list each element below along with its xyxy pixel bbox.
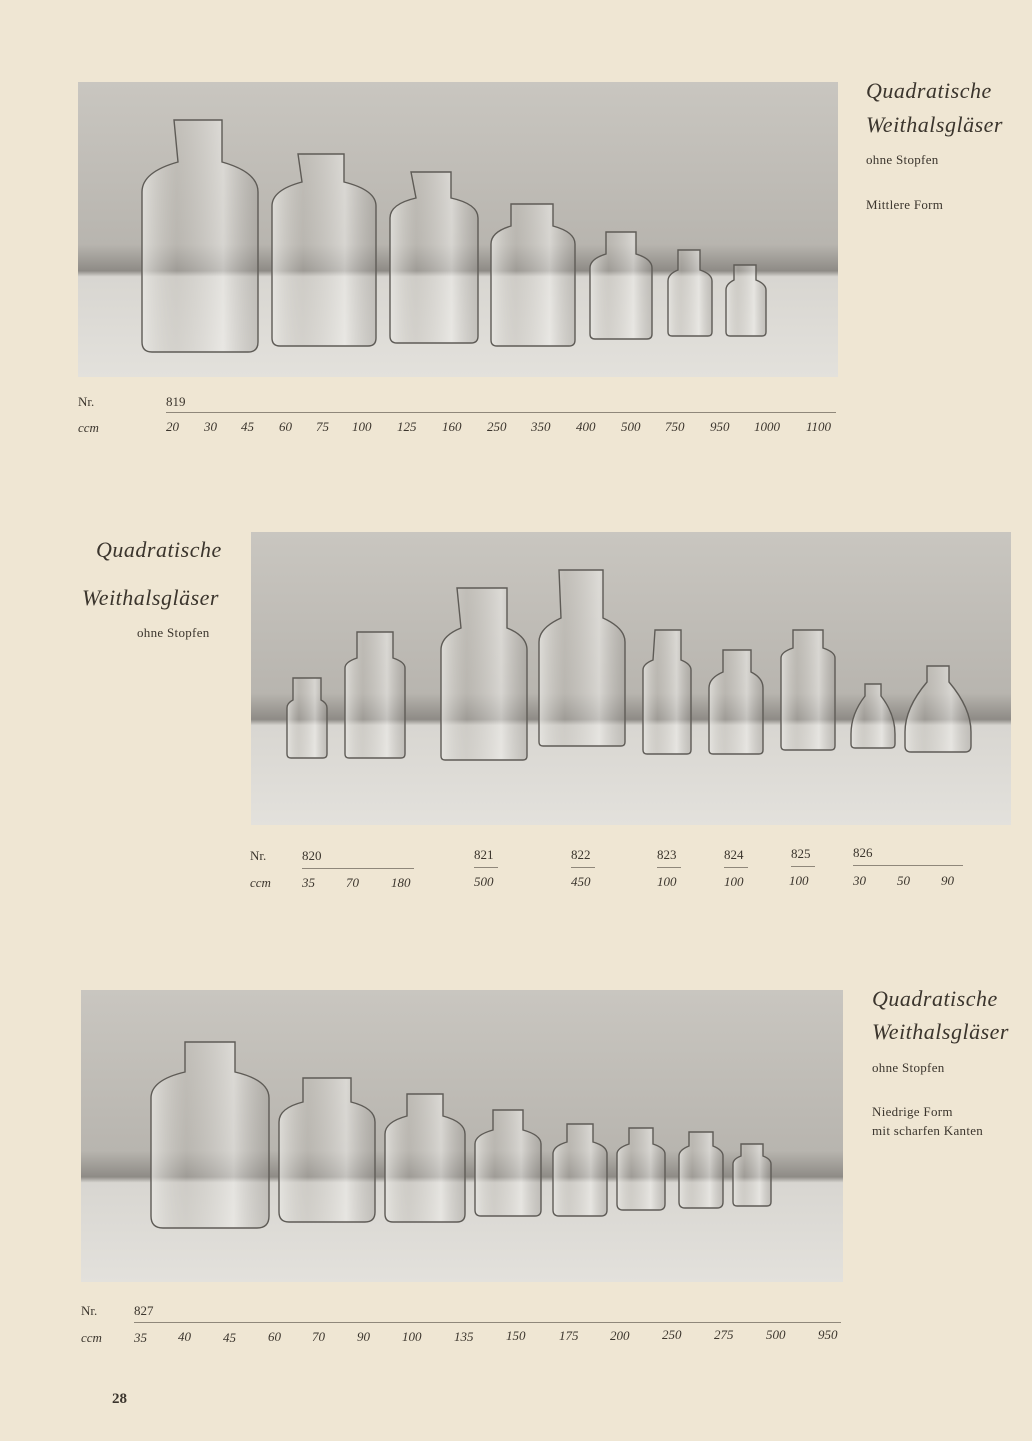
capacity-value: 45: [223, 1330, 236, 1345]
capacity-value: 75: [316, 419, 329, 434]
capacity-value: 90: [357, 1329, 370, 1344]
section1-number: 819: [166, 394, 186, 409]
capacity-value: 1100: [806, 419, 832, 434]
section3-form-note-line1: Niedrige Form: [872, 1104, 953, 1119]
capacity-value: 50: [897, 873, 910, 888]
section1-subtitle: ohne Stopfen: [866, 152, 939, 167]
section3-nr-label: Nr.: [81, 1303, 98, 1318]
photo-827-bottles: [81, 990, 843, 1282]
capacity-value: 30: [853, 873, 866, 888]
section2-title-line1: Quadratische: [96, 537, 222, 562]
capacity-value: 40: [178, 1329, 191, 1344]
capacity-value: 90: [941, 873, 954, 888]
section3-divider: [134, 1322, 841, 1323]
item-number: 825: [791, 846, 811, 861]
page-number: 28: [112, 1391, 127, 1407]
divider-822: [571, 867, 595, 868]
section2-title-line2: Weithalsgläser: [82, 585, 219, 610]
bottle-illustration: [78, 82, 838, 377]
capacity-value: 200: [610, 1328, 630, 1343]
divider-825: [791, 866, 815, 867]
bottle-illustration: [251, 532, 1011, 825]
divider-820: [302, 868, 414, 869]
item-number: 822: [571, 847, 591, 862]
divider-824: [724, 867, 748, 868]
capacity-value: 160: [442, 419, 462, 434]
capacity-value: 60: [279, 419, 292, 434]
divider-823: [657, 867, 681, 868]
section1-ccm-label: ccm: [78, 420, 99, 435]
capacity-value: 70: [312, 1329, 325, 1344]
capacity-value: 180: [391, 875, 411, 890]
section3-number: 827: [134, 1303, 154, 1318]
capacity-value: 500: [621, 419, 641, 434]
bottle-illustration: [81, 990, 843, 1282]
capacity-value: 100: [352, 419, 372, 434]
capacity-value: 1000: [754, 419, 780, 434]
capacity-value: 275: [714, 1327, 734, 1342]
section1-form-note: Mittlere Form: [866, 197, 944, 212]
section2-subtitle: ohne Stopfen: [137, 625, 210, 640]
section1-title-line1: Quadratische: [866, 78, 992, 103]
section1-title-line2: Weithalsgläser: [866, 112, 1003, 137]
section3-title-line2: Weithalsgläser: [872, 1019, 1009, 1044]
photo-820-826-bottles: [251, 532, 1011, 825]
capacity-value: 950: [818, 1327, 838, 1342]
section3-subtitle: ohne Stopfen: [872, 1060, 945, 1075]
capacity-value: 45: [241, 419, 254, 434]
capacity-value: 450: [571, 874, 591, 889]
photo-819-bottles: [78, 82, 838, 377]
capacity-value: 60: [268, 1329, 281, 1344]
section3-title-line1: Quadratische: [872, 986, 998, 1011]
item-number: 824: [724, 847, 744, 862]
section2-nr-label: Nr.: [250, 848, 267, 863]
capacity-value: 70: [346, 875, 359, 890]
section3-form-note-line2: mit scharfen Kanten: [872, 1123, 984, 1138]
capacity-value: 100: [724, 874, 744, 889]
capacity-value: 250: [487, 419, 507, 434]
capacity-value: 350: [531, 419, 551, 434]
capacity-value: 400: [576, 419, 596, 434]
capacity-value: 125: [397, 419, 417, 434]
capacity-value: 100: [789, 873, 809, 888]
capacity-value: 500: [474, 874, 494, 889]
section2-ccm-label: ccm: [250, 875, 271, 890]
capacity-value: 175: [559, 1328, 579, 1343]
section3-ccm-label: ccm: [81, 1330, 102, 1345]
item-number: 826: [853, 845, 873, 860]
capacity-value: 100: [402, 1329, 422, 1344]
capacity-value: 750: [665, 419, 685, 434]
capacity-value: 135: [454, 1329, 474, 1344]
divider-826: [853, 865, 963, 866]
capacity-value: 100: [657, 874, 677, 889]
capacity-value: 30: [204, 419, 217, 434]
capacity-value: 35: [134, 1330, 147, 1345]
section1-nr-label: Nr.: [78, 394, 95, 409]
divider-821: [474, 867, 498, 868]
capacity-value: 500: [766, 1327, 786, 1342]
capacity-value: 20: [166, 419, 179, 434]
item-number: 820: [302, 848, 322, 863]
capacity-value: 250: [662, 1327, 682, 1342]
capacity-value: 35: [302, 875, 315, 890]
item-number: 823: [657, 847, 677, 862]
capacity-value: 150: [506, 1328, 526, 1343]
capacity-value: 950: [710, 419, 730, 434]
section1-divider: [166, 412, 836, 413]
item-number: 821: [474, 847, 494, 862]
